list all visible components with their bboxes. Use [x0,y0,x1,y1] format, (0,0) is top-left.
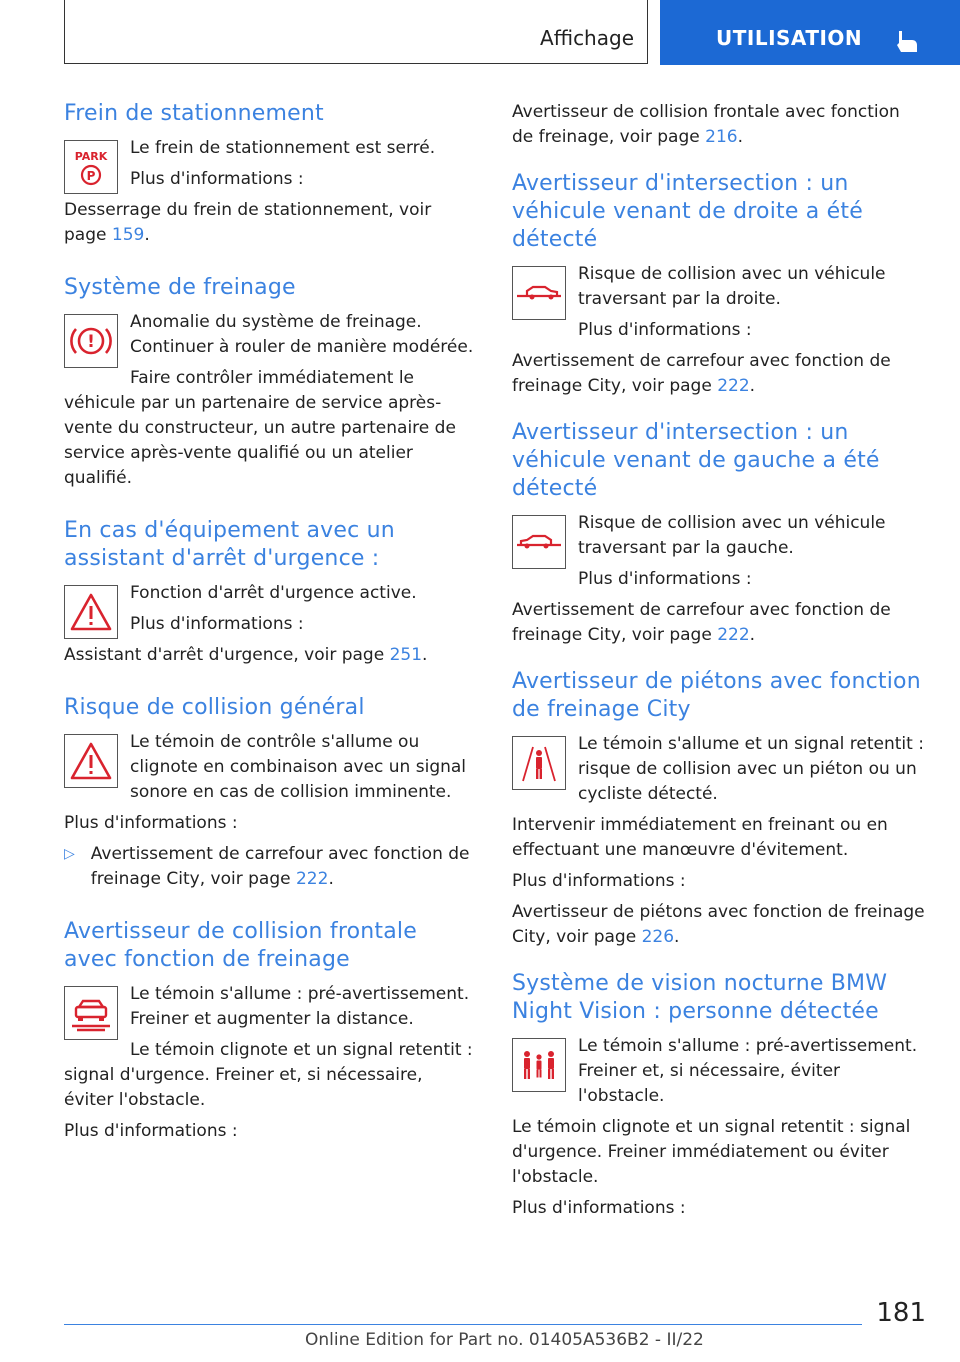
paragraph: Fonction d'arrêt d'urgence active. [130,583,417,603]
page-link[interactable]: 222 [717,376,750,396]
section-title: Système de freinage [64,275,296,300]
paragraph: Le témoin s'allume et un signal retentit : risque de collision avec un piéton ou un cycliste détecté. [578,734,924,804]
paragraph: Avertissement de carrefour avec fonction de freinage City, voir page 222. [512,351,891,396]
section-brake-system [64,274,476,497]
section-title: Frein de stationnement [64,101,324,126]
page-link[interactable]: 251 [389,645,423,665]
park-brake-icon [64,140,118,194]
section-parking-brake [64,100,476,254]
header-section-title: Affichage [540,26,634,50]
page-link[interactable]: 222 [717,625,750,645]
paragraph: Plus d'informations : [64,813,238,833]
car-side-icon [512,515,566,569]
paragraph: Plus d'informations : [578,320,752,340]
bullet-triangle-icon: ▷ [64,846,75,862]
paragraph: Le frein de stationnement est serré. [130,138,436,158]
header-chapter-tab[interactable] [660,0,960,65]
svg-text:!: ! [87,332,95,352]
brake-warning-icon [64,314,118,368]
svg-text:PARK: PARK [74,150,108,163]
page-number: 181 [876,1298,926,1328]
svg-text:P: P [86,169,96,183]
header-chapter-label: UTILISATION [716,26,863,50]
section-title: Avertisseur de collision frontale avec fonction de freinage [64,919,417,972]
section-intersection-right [512,170,926,399]
section-pedestrian-warning [512,668,926,950]
section-intersection-left [512,419,926,648]
warning-triangle-icon [64,585,118,639]
paragraph: Avertissement de carrefour avec fonction de freinage City, voir page 222. [512,600,891,645]
paragraph: Risque de collision avec un véhicule traversant par la droite. [578,264,886,309]
left-column [64,100,476,1170]
paragraph: Le témoin s'allume : pré-avertissement. Freiner et augmenter la distance. [130,984,470,1029]
paragraph: Plus d'informations : [512,1198,686,1218]
section-title: Avertisseur d'intersection : un véhicule venant de droite a été détecté [512,171,863,252]
car-side-icon [512,266,566,320]
section-title: Système de vision nocturne BMW Night Vision : personne détectée [512,971,888,1024]
page-link[interactable]: 222 [295,869,329,889]
paragraph: Plus d'informations : [130,614,304,634]
section-front-collision [64,918,476,1150]
section-title: Risque de collision général [64,695,365,720]
section-front-collision-continued [512,100,926,150]
paragraph: Le témoin de contrôle s'allume ou clignote en combinaison avec un signal sonore en cas de collision imminente. [130,732,467,802]
paragraph: Intervenir immédiatement en freinant ou en effectuant une manœuvre d'évitement. [512,815,888,860]
paragraph: Le témoin s'allume : pré-avertissement. Freiner et, si nécessaire, éviter l'obstacle. [578,1036,918,1106]
paragraph: Assistant d'arrêt d'urgence, voir page 251. [64,645,428,665]
section-emergency-stop [64,517,476,674]
paragraph: Plus d'informations : [578,569,752,589]
section-title: En cas d'équipement avec un assistant d'arrêt d'urgence : [64,518,395,571]
section-title: Avertisseur de piétons avec fonction de freinage City [512,669,921,722]
page-link[interactable]: 159 [111,225,145,245]
paragraph: Le témoin clignote et un signal retentit : signal d'urgence. Freiner et, si nécessaire, éviter l'obstacle. [64,1040,473,1110]
section-night-vision [512,970,926,1221]
footer-edition: Online Edition for Part no. 01405A536B2 - II/22 [305,1330,704,1350]
paragraph: Desserrage du frein de stationnement, voir page 159. [64,200,432,245]
paragraph: Avertissement de carrefour avec fonction de freinage City, voir page 222. [90,844,470,889]
warning-triangle-icon [64,734,118,788]
footer-divider [64,1324,862,1325]
paragraph: Avertisseur de collision frontale avec fonction de freinage, voir page 216. [512,102,900,147]
paragraph: Avertisseur de piétons avec fonction de freinage City, voir page 226. [512,902,925,947]
car-front-icon [64,986,118,1040]
section-general-collision [64,694,476,898]
paragraph: Le témoin clignote et un signal retentit : signal d'urgence. Freiner immédiatement ou éviter l'obstacle. [512,1117,911,1187]
section-title: Avertisseur d'intersection : un véhicule venant de gauche a été détecté [512,420,880,501]
paragraph: Risque de collision avec un véhicule traversant par la gauche. [578,513,886,558]
paragraph: Anomalie du système de freinage. Continuer à rouler de manière modérée. [130,312,474,357]
persons-icon [512,1038,566,1092]
right-column [512,100,926,1241]
paragraph: Plus d'informations : [64,1121,238,1141]
pedestrian-icon [512,736,566,790]
pointing-hand-icon [894,28,920,54]
paragraph: Plus d'informations : [130,169,304,189]
page-link[interactable]: 216 [705,127,738,147]
paragraph: Plus d'informations : [512,871,686,891]
paragraph: Faire contrôler immédiatement le véhicule par un partenaire de service après-vente du constructeur, un autre partenaire de service après-vente qualifié ou un atelier qualifié. [64,368,456,488]
list-item [64,842,476,898]
page-link[interactable]: 226 [641,927,675,947]
